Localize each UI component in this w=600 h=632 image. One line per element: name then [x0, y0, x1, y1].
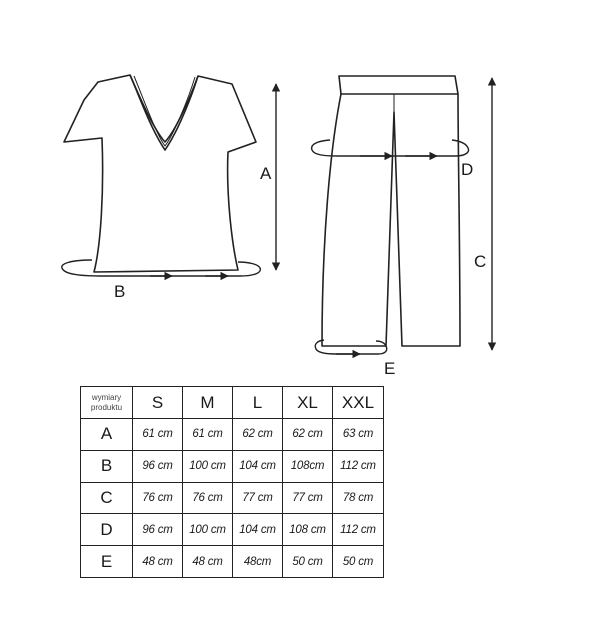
- table-cell: 62 cm: [233, 419, 283, 451]
- tshirt-illustration: [64, 75, 256, 272]
- table-cell: 104 cm: [233, 450, 283, 482]
- table-cell: 78 cm: [333, 482, 384, 514]
- table-cell: 100 cm: [183, 514, 233, 546]
- size-table: [80, 386, 384, 578]
- size-header-xl: XL: [283, 387, 333, 419]
- table-row: [81, 450, 384, 482]
- size-header-l: L: [233, 387, 283, 419]
- table-cell: 77 cm: [233, 482, 283, 514]
- row-label: A: [81, 419, 133, 451]
- size-header-xxl: XXL: [333, 387, 384, 419]
- table-cell: 62 cm: [283, 419, 333, 451]
- table-cell: 104 cm: [233, 514, 283, 546]
- table-cell: 76 cm: [183, 482, 233, 514]
- size-header-s: S: [133, 387, 183, 419]
- table-cell: 50 cm: [333, 546, 384, 578]
- row-label: E: [81, 546, 133, 578]
- table-row: [81, 482, 384, 514]
- table-corner-label: [81, 387, 133, 419]
- table-cell: 61 cm: [183, 419, 233, 451]
- table-cell: 112 cm: [333, 450, 384, 482]
- label-a: A: [260, 164, 272, 183]
- table-cell: 96 cm: [133, 450, 183, 482]
- table-cell: 96 cm: [133, 514, 183, 546]
- table-cell: 50 cm: [283, 546, 333, 578]
- label-d: D: [461, 160, 474, 179]
- trousers-illustration: [322, 76, 460, 346]
- table-header-row: [81, 387, 384, 419]
- label-e: E: [384, 359, 396, 378]
- table-row: [81, 514, 384, 546]
- size-header-m: M: [183, 387, 233, 419]
- corner-line-2: produktu: [90, 402, 123, 412]
- row-label: C: [81, 482, 133, 514]
- table-cell: 112 cm: [333, 514, 384, 546]
- measure-d-loop: [312, 140, 469, 156]
- table-cell: 48cm: [233, 546, 283, 578]
- table-cell: 76 cm: [133, 482, 183, 514]
- table-cell: 63 cm: [333, 419, 384, 451]
- measure-b-loop: [62, 260, 261, 276]
- table-cell: 108 cm: [283, 514, 333, 546]
- table-cell: 108cm: [283, 450, 333, 482]
- table-cell: 48 cm: [133, 546, 183, 578]
- table-cell: 100 cm: [183, 450, 233, 482]
- table-cell: 61 cm: [133, 419, 183, 451]
- table-row: [81, 419, 384, 451]
- measure-e-loop: [315, 340, 386, 354]
- corner-line-1: wymiary: [91, 392, 122, 402]
- table-cell: 77 cm: [283, 482, 333, 514]
- row-label: D: [81, 514, 133, 546]
- table-cell: 48 cm: [183, 546, 233, 578]
- label-b: B: [114, 282, 126, 301]
- row-label: B: [81, 450, 133, 482]
- table-row: [81, 546, 384, 578]
- label-c: C: [474, 252, 487, 271]
